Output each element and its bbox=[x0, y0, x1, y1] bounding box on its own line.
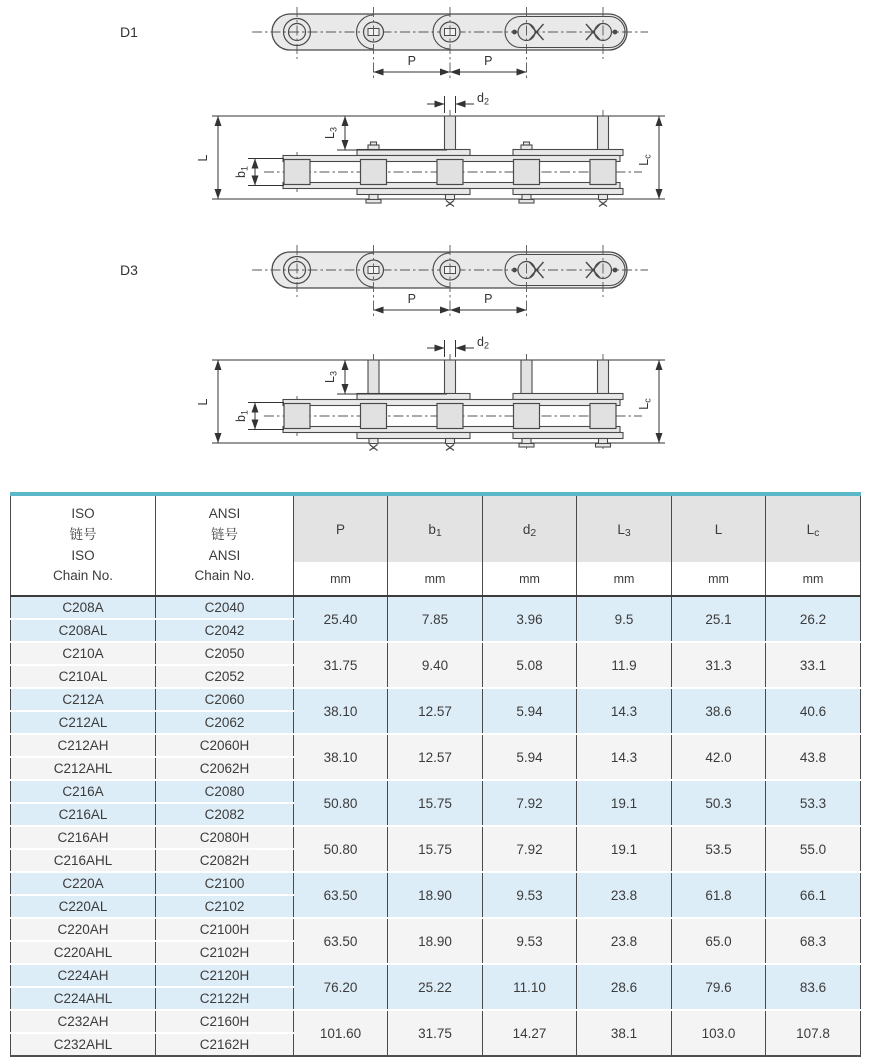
value-cell-d2: 7.92 bbox=[483, 780, 577, 826]
header-line: ANSI bbox=[208, 547, 241, 563]
value-cell-P: 38.10 bbox=[294, 734, 388, 780]
col-header-P: P bbox=[294, 494, 388, 562]
dim-label-p: P bbox=[407, 292, 416, 306]
value-cell-L: 61.8 bbox=[672, 872, 766, 918]
iso-chain-no-cell: C216AL bbox=[11, 803, 156, 826]
dim-label-l3: $L_3$ bbox=[323, 127, 339, 139]
value-cell-d2: 7.92 bbox=[483, 826, 577, 872]
value-cell-L3: 23.8 bbox=[577, 918, 672, 964]
value-cell-b1: 31.75 bbox=[388, 1010, 483, 1056]
iso-chain-no-cell: C212A bbox=[11, 688, 156, 711]
iso-chain-no-cell: C212AL bbox=[11, 711, 156, 734]
iso-chain-no-cell: C210AL bbox=[11, 665, 156, 688]
value-cell-d2: 9.53 bbox=[483, 918, 577, 964]
spec-row bbox=[11, 734, 861, 757]
unit-header: mm bbox=[388, 562, 483, 596]
unit-header: mm bbox=[766, 562, 861, 596]
dim-label-d2: $d_2$ bbox=[477, 335, 489, 351]
figure-d1-side-view bbox=[196, 91, 665, 207]
value-cell-L: 25.1 bbox=[672, 596, 766, 642]
col-header-Lc: $L_c$ bbox=[766, 494, 861, 562]
header-line: ANSI bbox=[208, 505, 241, 521]
value-cell-Lc: 68.3 bbox=[766, 918, 861, 964]
value-cell-P: 50.80 bbox=[294, 780, 388, 826]
value-cell-Lc: 107.8 bbox=[766, 1010, 861, 1056]
figure-d3-side-view bbox=[196, 335, 665, 451]
spec-row bbox=[11, 780, 861, 803]
spec-row bbox=[11, 1010, 861, 1033]
iso-chain-no-cell: C216A bbox=[11, 780, 156, 803]
value-cell-b1: 18.90 bbox=[388, 918, 483, 964]
ansi-chain-no-cell: C2060H bbox=[156, 734, 294, 757]
spec-row bbox=[11, 642, 861, 665]
iso-chain-no-cell: C212AH bbox=[11, 734, 156, 757]
value-cell-L: 103.0 bbox=[672, 1010, 766, 1056]
value-cell-Lc: 53.3 bbox=[766, 780, 861, 826]
value-cell-L: 50.3 bbox=[672, 780, 766, 826]
value-cell-b1: 15.75 bbox=[388, 780, 483, 826]
col-header-L: L bbox=[672, 494, 766, 562]
unit-header: mm bbox=[483, 562, 577, 596]
ansi-chain-no-cell: C2120H bbox=[156, 964, 294, 987]
value-cell-L3: 28.6 bbox=[577, 964, 672, 1010]
dim-label-b1: $b_1$ bbox=[234, 166, 250, 178]
iso-chain-no-cell: C224AHL bbox=[11, 987, 156, 1010]
value-cell-P: 31.75 bbox=[294, 642, 388, 688]
unit-header: mm bbox=[672, 562, 766, 596]
value-cell-d2: 5.08 bbox=[483, 642, 577, 688]
ansi-chain-no-cell: C2080 bbox=[156, 780, 294, 803]
figure-d3 bbox=[120, 245, 665, 451]
col-header-subscript: 3 bbox=[624, 526, 631, 539]
ansi-chain-no-cell: C2082H bbox=[156, 849, 294, 872]
dim-label-l: L bbox=[196, 398, 210, 406]
unit-header: mm bbox=[294, 562, 388, 596]
spec-row bbox=[11, 964, 861, 987]
value-cell-L: 38.6 bbox=[672, 688, 766, 734]
value-cell-Lc: 66.1 bbox=[766, 872, 861, 918]
ansi-chain-no-cell: C2062H bbox=[156, 757, 294, 780]
header-line: Chain No. bbox=[194, 568, 255, 584]
dim-label-lc: $L_c$ bbox=[637, 398, 653, 410]
col-header-subscript: c bbox=[814, 526, 820, 539]
ansi-chain-no-cell: C2100 bbox=[156, 872, 294, 895]
spec-row bbox=[11, 918, 861, 941]
value-cell-b1: 25.22 bbox=[388, 964, 483, 1010]
value-cell-d2: 11.10 bbox=[483, 964, 577, 1010]
chain-spec-table bbox=[10, 492, 861, 1057]
iso-chain-no-cell: C208AL bbox=[11, 619, 156, 642]
ansi-chain-no-cell: C2062 bbox=[156, 711, 294, 734]
table-body bbox=[11, 596, 861, 1056]
iso-chain-no-cell: C216AHL bbox=[11, 849, 156, 872]
col-header-d2: $d_2$ bbox=[483, 494, 577, 562]
header-line: ISO bbox=[71, 505, 95, 521]
header-line: ISO bbox=[71, 547, 95, 563]
value-cell-L3: 19.1 bbox=[577, 780, 672, 826]
value-cell-L3: 14.3 bbox=[577, 734, 672, 780]
value-cell-P: 38.10 bbox=[294, 688, 388, 734]
value-cell-L3: 9.5 bbox=[577, 596, 672, 642]
value-cell-d2: 14.27 bbox=[483, 1010, 577, 1056]
iso-chain-no-cell: C212AHL bbox=[11, 757, 156, 780]
iso-chain-no-cell: C220AH bbox=[11, 918, 156, 941]
ansi-chain-no-cell: C2050 bbox=[156, 642, 294, 665]
value-cell-b1: 7.85 bbox=[388, 596, 483, 642]
value-cell-L: 65.0 bbox=[672, 918, 766, 964]
value-cell-L3: 19.1 bbox=[577, 826, 672, 872]
figure-label-d3: D3 bbox=[120, 262, 138, 278]
dim-label-lc: $L_c$ bbox=[637, 154, 653, 166]
iso-chain-no-cell: C216AH bbox=[11, 826, 156, 849]
unit-header: mm bbox=[577, 562, 672, 596]
dim-label-d2: $d_2$ bbox=[477, 91, 489, 107]
value-cell-d2: 9.53 bbox=[483, 872, 577, 918]
spec-row bbox=[11, 872, 861, 895]
value-cell-L3: 38.1 bbox=[577, 1010, 672, 1056]
iso-chain-no-cell: C232AH bbox=[11, 1010, 156, 1033]
value-cell-b1: 9.40 bbox=[388, 642, 483, 688]
ansi-chain-no-cell: C2162H bbox=[156, 1033, 294, 1056]
value-cell-Lc: 40.6 bbox=[766, 688, 861, 734]
col-header-subscript: 1 bbox=[435, 526, 442, 539]
value-cell-b1: 15.75 bbox=[388, 826, 483, 872]
ansi-chain-no-cell: C2042 bbox=[156, 619, 294, 642]
ansi-chain-no-cell: C2060 bbox=[156, 688, 294, 711]
table-header bbox=[11, 494, 861, 596]
spec-row bbox=[11, 596, 861, 619]
dim-label-p: P bbox=[407, 54, 416, 68]
value-cell-b1: 12.57 bbox=[388, 734, 483, 780]
value-cell-L: 31.3 bbox=[672, 642, 766, 688]
col-header-b1: $b_1$ bbox=[388, 494, 483, 562]
value-cell-L3: 14.3 bbox=[577, 688, 672, 734]
header-ansi-chain-no bbox=[156, 494, 294, 596]
value-cell-L: 53.5 bbox=[672, 826, 766, 872]
header-line: 链号 bbox=[211, 526, 238, 542]
value-cell-Lc: 33.1 bbox=[766, 642, 861, 688]
value-cell-d2: 5.94 bbox=[483, 688, 577, 734]
value-cell-Lc: 43.8 bbox=[766, 734, 861, 780]
col-header-L3: $L_3$ bbox=[577, 494, 672, 562]
spec-row bbox=[11, 826, 861, 849]
ansi-chain-no-cell: C2052 bbox=[156, 665, 294, 688]
ansi-chain-no-cell: C2122H bbox=[156, 987, 294, 1010]
value-cell-P: 101.60 bbox=[294, 1010, 388, 1056]
iso-chain-no-cell: C208A bbox=[11, 596, 156, 619]
dim-label-l: L bbox=[196, 154, 210, 162]
value-cell-b1: 12.57 bbox=[388, 688, 483, 734]
value-cell-d2: 5.94 bbox=[483, 734, 577, 780]
col-header-subscript: 2 bbox=[530, 526, 537, 539]
iso-chain-no-cell: C232AHL bbox=[11, 1033, 156, 1056]
value-cell-P: 25.40 bbox=[294, 596, 388, 642]
header-line: 链号 bbox=[69, 526, 97, 542]
header-line: Chain No. bbox=[52, 568, 114, 584]
value-cell-Lc: 55.0 bbox=[766, 826, 861, 872]
value-cell-b1: 18.90 bbox=[388, 872, 483, 918]
value-cell-L3: 23.8 bbox=[577, 872, 672, 918]
iso-chain-no-cell: C220AHL bbox=[11, 941, 156, 964]
iso-chain-no-cell: C224AH bbox=[11, 964, 156, 987]
ansi-chain-no-cell: C2100H bbox=[156, 918, 294, 941]
figure-d1 bbox=[120, 7, 665, 207]
value-cell-Lc: 26.2 bbox=[766, 596, 861, 642]
value-cell-L: 42.0 bbox=[672, 734, 766, 780]
figure-d1-plan-view bbox=[252, 7, 648, 80]
dim-label-l3: $L_3$ bbox=[323, 371, 339, 383]
value-cell-P: 76.20 bbox=[294, 964, 388, 1010]
value-cell-d2: 3.96 bbox=[483, 596, 577, 642]
ansi-chain-no-cell: C2160H bbox=[156, 1010, 294, 1033]
header-iso-chain-no bbox=[11, 494, 156, 596]
chain-technical-drawings bbox=[0, 0, 870, 486]
ansi-chain-no-cell: C2102 bbox=[156, 895, 294, 918]
dim-label-p: P bbox=[484, 292, 493, 306]
ansi-chain-no-cell: C2080H bbox=[156, 826, 294, 849]
value-cell-L: 79.6 bbox=[672, 964, 766, 1010]
figure-label-d1: D1 bbox=[120, 24, 138, 40]
value-cell-P: 50.80 bbox=[294, 826, 388, 872]
ansi-chain-no-cell: C2040 bbox=[156, 596, 294, 619]
value-cell-P: 63.50 bbox=[294, 918, 388, 964]
ansi-chain-no-cell: C2102H bbox=[156, 941, 294, 964]
spec-row bbox=[11, 688, 861, 711]
spec-table-section bbox=[10, 492, 860, 1057]
iso-chain-no-cell: C210A bbox=[11, 642, 156, 665]
value-cell-P: 63.50 bbox=[294, 872, 388, 918]
value-cell-L3: 11.9 bbox=[577, 642, 672, 688]
dim-label-p: P bbox=[484, 54, 493, 68]
iso-chain-no-cell: C220A bbox=[11, 872, 156, 895]
iso-chain-no-cell: C220AL bbox=[11, 895, 156, 918]
dim-label-b1: $b_1$ bbox=[234, 410, 250, 422]
ansi-chain-no-cell: C2082 bbox=[156, 803, 294, 826]
value-cell-Lc: 83.6 bbox=[766, 964, 861, 1010]
figure-d3-plan-view bbox=[252, 245, 648, 318]
